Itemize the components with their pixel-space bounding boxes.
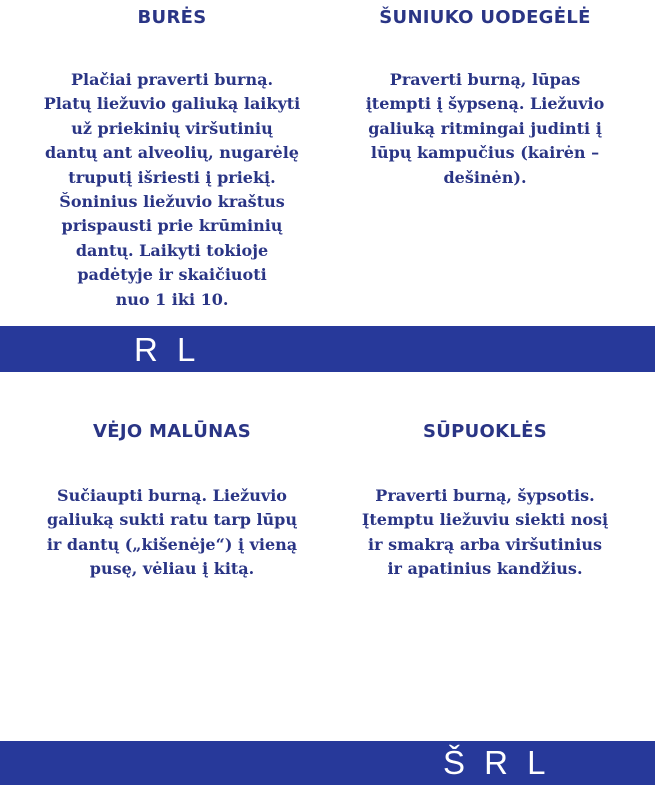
description-line: pusę, vėliau į kitą. [89, 559, 255, 579]
description-line: Platų liežuvio galiuką laikyti [43, 94, 301, 114]
card-description [330, 68, 640, 190]
description-line: ir dantų („kišenėje“) į vieną [46, 534, 298, 554]
description-line: Praverti burną, šypsotis. [375, 486, 595, 505]
description-line: už priekinių viršutinių [71, 118, 273, 138]
section-band-top [0, 326, 655, 372]
card-description [330, 484, 640, 582]
band-label: R L [134, 331, 201, 368]
description-line: dešinėn). [443, 167, 527, 187]
band-label: Š R L [443, 744, 551, 781]
description-line: įtempti į šypseną. Liežuvio [365, 94, 605, 114]
description-line: Šoninius liežuvio kraštus [59, 192, 285, 212]
description-line: Sučiaupti burną. Liežuvio [57, 486, 287, 505]
description-line: ir smakrą arba viršutinius [367, 534, 603, 554]
description-line: nuo 1 iki 10. [115, 289, 229, 309]
description-line: prispausti prie krūminių [61, 216, 283, 236]
description-line: Plačiai praverti burną. [70, 70, 274, 89]
description-line: dantų ant alveolių, nugarėlę [45, 143, 299, 163]
description-line: Įtemptu liežuviu siekti nosį [361, 510, 609, 530]
card-title: BURĖS [137, 7, 207, 28]
card-title: SŪPUOKLĖS [422, 421, 548, 442]
description-line: lūpų kampučius (kairėn – [370, 143, 600, 163]
card-title: VĖJO MALŪNAS [93, 421, 251, 442]
card-description [22, 68, 322, 312]
description-line: galiuką ritmingai judinti į [368, 118, 602, 138]
description-line: ir apatinius kandžius. [387, 559, 583, 579]
card-title: ŠUNIUKO UODEGĖLĖ [379, 7, 591, 28]
description-line: galiuką sukti ratu tarp lūpų [47, 510, 297, 530]
card-description [22, 484, 322, 582]
description-line: dantų. Laikyti tokioje [75, 240, 269, 260]
description-line: Praverti burną, lūpas [389, 70, 581, 89]
description-line: padėtyje ir skaičiuoti [77, 265, 267, 285]
section-band-bottom [0, 741, 655, 785]
description-line: truputį išriesti į priekį. [68, 167, 276, 187]
